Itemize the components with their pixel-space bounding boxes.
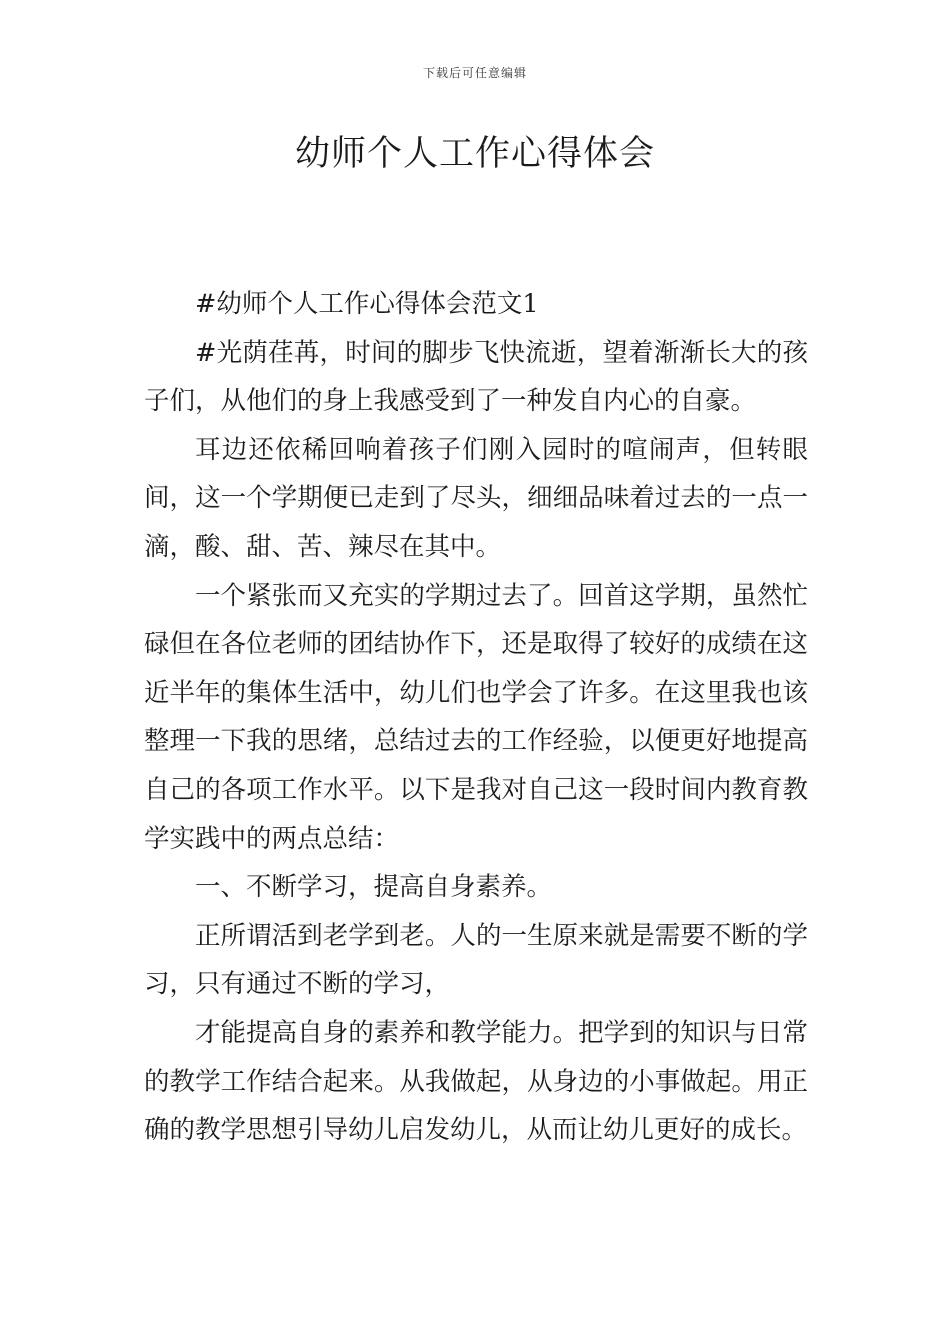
document-title: 幼师个人工作心得体会 — [294, 134, 655, 174]
paragraph-memories: 耳边还依稀回响着孩子们刚入园时的喧闹声，但转眼间，这一个学期便已走到了尽头，细细品味着过去的一点一滴，酸、甜、苦、辣尽在其中。 — [144, 434, 808, 562]
paragraph-semester-review: 一个紧张而又充实的学期过去了。回首这学期，虽然忙碌但在各位老师的团结协作下，还是取得了较好的成绩在这近半年的集体生活中，幼儿们也学会了许多。在这里我也该整理一下我的思绪，总结过去的工作经验，以便更好地提高自己的各项工作水平。以下是我对自己这一段时间内教育教学实践中的两点总结： — [144, 580, 808, 854]
paragraph-intro: #光荫荏苒，时间的脚步飞快流逝，望着渐渐长大的孩子们，从他们的身上我感受到了一种发自内心的自豪。 — [144, 337, 808, 417]
paragraph-point-one-heading: 一、不断学习，提高自身素养。 — [195, 872, 553, 903]
document-body — [144, 280, 808, 1155]
header-note: 下载后可任意编辑 — [422, 66, 527, 80]
paragraph-improvement: 才能提高自身的素养和教学能力。把学到的知识与日常的教学工作结合起来。从我做起，从身边的小事做起。用正确的教学思想引导幼儿启发幼儿，从而让幼儿更好的成长。 — [144, 1017, 808, 1146]
paragraph-learning: 正所谓活到老学到老。人的一生原来就是需要不断的学习，只有通过不断的学习， — [144, 920, 808, 1000]
paragraph-section-heading: #幼师个人工作心得体会范文1 — [195, 289, 539, 319]
